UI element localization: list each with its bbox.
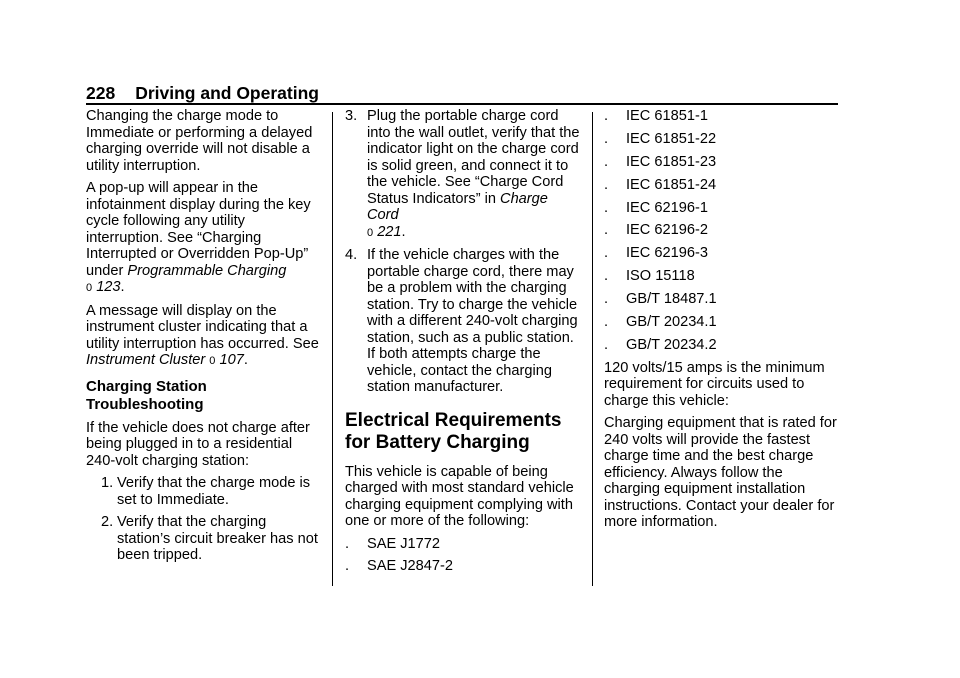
paragraph: A message will display on the instrument cluster indicating that a utility interruption has occurred. See Instrument Cluster 0 107. (86, 302, 319, 368)
cross-reference-link[interactable]: Instrument Cluster (86, 352, 206, 368)
page-ref-arrow-icon: 0 (209, 355, 216, 367)
column-1 (86, 108, 322, 570)
paragraph: 120 volts/15 amps is the minimum requirement for circuits used to charge this vehicle: (604, 359, 825, 409)
bullet-icon: . (604, 291, 609, 308)
list-item: . IEC 62196-3 (604, 245, 708, 262)
page-ref-arrow-icon: 0 (86, 282, 93, 294)
bullet-icon: . (604, 176, 609, 193)
section-heading: Electrical Requirements for Battery Charging (345, 409, 562, 453)
bullet-icon: . (604, 130, 609, 147)
page-header (86, 83, 319, 103)
list-item: . IEC 62196-1 (604, 199, 708, 216)
numbered-step: 3. Plug the portable charge cord into the wall outlet, verify that the indicator light on the charge cord is solid green, and connect it to the vehicle. See “Charge Cord Status Indicators” in Charge Cord 0 221. (345, 108, 580, 240)
list-item: . ISO 15118 (604, 268, 695, 285)
list-item: . GB/T 18487.1 (604, 291, 717, 308)
bullet-icon: . (604, 314, 609, 331)
paragraph: Charging equipment that is rated for 240 volts will provide the fastest charge time and the best charge efficiency. Always follow the charging equipment installation instructions. Contact your dealer for more information. (604, 415, 837, 531)
column-2 (345, 108, 582, 581)
header-rule (86, 103, 838, 105)
cross-reference-link[interactable]: Charge Cord (367, 190, 548, 223)
numbered-step: 2. Verify that the charging station’s circuit breaker has not been tripped. (101, 514, 318, 563)
paragraph: If the vehicle does not charge after being plugged in to a residential 240-volt charging station: (86, 419, 310, 469)
list-item: . SAE J2847-2 (345, 558, 453, 575)
list-item: . IEC 62196-2 (604, 222, 708, 239)
bullet-icon: . (604, 153, 609, 170)
bullet-icon: . (604, 199, 609, 216)
numbered-step: 1. Verify that the charge mode is set to Immediate. (101, 475, 311, 508)
cross-reference-link[interactable]: Programmable Charging (127, 262, 287, 279)
column-divider-1 (332, 112, 333, 586)
list-item: . IEC 61851-1 (604, 108, 708, 124)
bullet-icon: . (604, 222, 609, 239)
list-item: . SAE J1772 (345, 535, 441, 552)
bullet-icon: . (604, 268, 609, 285)
column-3 (604, 108, 840, 537)
page-ref-arrow-icon: 0 (367, 226, 374, 239)
list-item: . IEC 61851-24 (604, 176, 717, 193)
list-item: . GB/T 20234.2 (604, 336, 717, 353)
bullet-icon: . (604, 245, 609, 262)
page-number: 228 (86, 83, 116, 103)
paragraph: A pop-up will appear in the infotainment display during the key cycle following any utility interruption. See “Charging Interrupted or Overridden Pop-Up” under Programmable Charging 0 123. (86, 180, 311, 295)
list-item: . IEC 61851-23 (604, 153, 717, 170)
list-item: . IEC 61851-22 (604, 130, 717, 147)
column-divider-2 (592, 112, 593, 586)
paragraph: Changing the charge mode to Immediate or performing a delayed charging override will not disable a utility interruption. (86, 108, 313, 174)
paragraph: This vehicle is capable of being charged with most standard vehicle charging equipment complying with one or more of the following: (345, 463, 574, 529)
page-reference[interactable]: 123 (96, 279, 121, 295)
numbered-step: 4. If the vehicle charges with the portable charge cord, there may be a problem with the charging station. Try to charge the vehicle with a different 240-volt charging station, such as a public station. If both attempts charge the vehicle, contact the charging station manufacturer. (345, 247, 578, 395)
page-reference[interactable]: 221 (377, 223, 402, 240)
subheading: Charging Station Troubleshooting (86, 377, 207, 413)
bullet-icon: . (604, 336, 609, 353)
bullet-icon: . (345, 558, 350, 575)
list-item: . GB/T 20234.1 (604, 314, 717, 331)
bullet-icon: . (604, 108, 609, 124)
page-reference[interactable]: 107 (219, 352, 244, 368)
bullet-icon: . (345, 535, 350, 552)
section-title: Driving and Operating (135, 83, 319, 103)
